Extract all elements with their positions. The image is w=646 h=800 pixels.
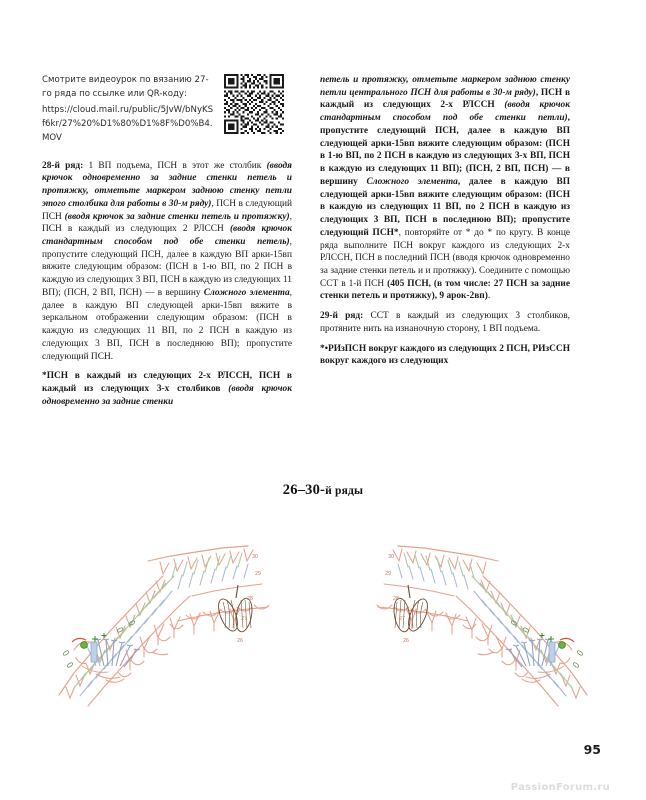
left-text-column [42,74,292,474]
text-run: 28-й ряд: [42,160,84,171]
row-label-30: 30 [252,554,258,560]
text-run: (вводя крючок одновременно за задние стенки [42,384,292,407]
text-run: Сложного элемента [203,287,290,298]
paragraph-row-28-cont [320,74,570,303]
diagram-title-suffix: й ряды [325,485,364,497]
text-run: 29-й ряд: [320,311,364,322]
text-run: (вводя крючок стандартным способом под обе стенки петель) [42,224,292,248]
text-run: (вводя крючок одновременно за задние стенки петель и протяжку, отметьте маркером заднюю стенку петли этого столбика для работы в 30-м ряду) [42,160,292,209]
text-run: (405 ПСН, (в том числе: 27 ПСН за задние стенки петель и протяжку), 9 арок-2вп) [320,278,570,302]
diagram-title-main: 26–30- [282,482,326,498]
row-label-27: 27 [241,616,247,622]
video-note-text [42,74,214,146]
row-label-26: 26 [403,638,409,644]
text-run: петель и протяжку, отметьте маркером заднюю стенку петли центрального ПСН для работы в 30-м ряду) [320,75,570,98]
row-label-29: 29 [255,571,261,577]
text-run: ССТ в каждый из следующих 3 столбиков, протяните нить на изнаночную сторону, 1 ВП подъема. [320,311,570,334]
text-run: *ПСН в каждый из следующих 2-х РЛССН, ПСН в каждый из следующих 3-х столбиков [42,371,292,395]
left-column-paragraphs [42,160,292,409]
crochet-diagram [0,472,646,734]
row-label-30: 30 [388,554,394,560]
row-label-28: 28 [393,596,399,602]
qr-code-icon[interactable] [224,74,284,134]
video-note-lead: Смотрите видеоурок по вязанию 27-го ряда по ссылке или QR-коду: [42,75,209,99]
diagram-row-labels [237,554,409,644]
text-run: Сложного элемента [366,176,458,187]
site-watermark: PassionForum.ru [510,782,610,793]
fan-motif-left [63,620,168,682]
text-run: , далее в каждую ВП следующей арки-15вп вяжите в зеркальном отображении следующим образом: (ПСН в каждую из следующих 11 ВП, по 2 ПСН в каждую из следующих 3 ВП, ПСН в последнюю ВП); пропустите следующий ПСН. [42,287,292,362]
row-label-27: 27 [399,616,405,622]
page-number: 95 [583,742,601,757]
paragraph-row-28 [42,160,292,364]
paragraph-row-29 [320,310,570,335]
right-text-column [320,74,570,474]
crochet-chart-svg [0,490,646,734]
row-label-29: 29 [385,571,391,577]
text-run: , далее в каждую ВП следующей арки-15вп вяжите следующим образом: (ПСН в каждую из следующих 11 ВП, по 2 ПСН в каждую из следующих 3 ВП, ПСН в последнюю ВП); пропустите следующий ПСН* [320,176,570,238]
row-label-28: 28 [247,596,253,602]
text-run: , пропустите следующий ПСН, далее в каждую ВП следующей арки-15вп вяжите следующим образом: (ПСН в 1-ю ВП, по 2 ПСН в каждую из следующих 3-х ВП, ПСН в каждую из следующих 11 ВП); (ПСН, 2 ВП, ПСН) — в вершину [320,113,570,187]
article-text-area [42,74,604,474]
diagram-right-half [377,546,587,706]
text-run: (вводя крючок стандартным способом под обе стенки петли) [320,100,570,124]
text-run: *•РИзПСН вокруг каждого из следующих 2 ПСН, РИзССН вокруг каждого из следующих [320,343,570,367]
fan-motif-right [478,620,583,682]
paragraph-row-28-star [42,370,292,408]
paragraph-row-29-star [320,343,570,368]
text-run: 1 ВП подъема, ПСН в этот же столбик [83,160,267,171]
text-run: , повторяйте от * до * по кругу. В конце ряда выполните ПСН вокруг каждого из следующих 2-х РЛССН, ПСН в последний ПСН (вводя крючок одновременно за задние стенки петель и и протяжку). Соедините с помощью ССТ в 1-й ПСН [320,227,570,289]
text-run: , ПСН в каждый из следующих 2-х РЛССН [320,87,571,111]
diagram-left-half [59,546,269,706]
text-run: , пропустите следующий ПСН, далее в каждую ВП арки-15вп вяжите следующим образом: (ПСН в 1-ю ВП, по 2 ПСН в каждую из следующих 3 ВП, ПСН в каждую из следующих 11 ВП); (ПСН, 2 ВП, ПСН) — в вершину [42,237,292,298]
text-run: . [487,291,491,302]
row-label-26: 26 [237,638,243,644]
right-column-paragraphs [320,74,570,368]
text-run: , ПСН в каждый из следующих 2 РЛССН [42,211,292,235]
text-run: , ПСН в следующий ПСН [42,198,292,222]
video-lesson-note [42,74,292,146]
text-run: (вводя крючок за задние стенки петель и протяжку) [64,211,290,222]
video-note-link[interactable]: https://cloud.mail.ru/public/5JvW/bNyKSf6kr/27%20%D1%80%D1%8F%D0%B4.MOV [42,104,214,143]
